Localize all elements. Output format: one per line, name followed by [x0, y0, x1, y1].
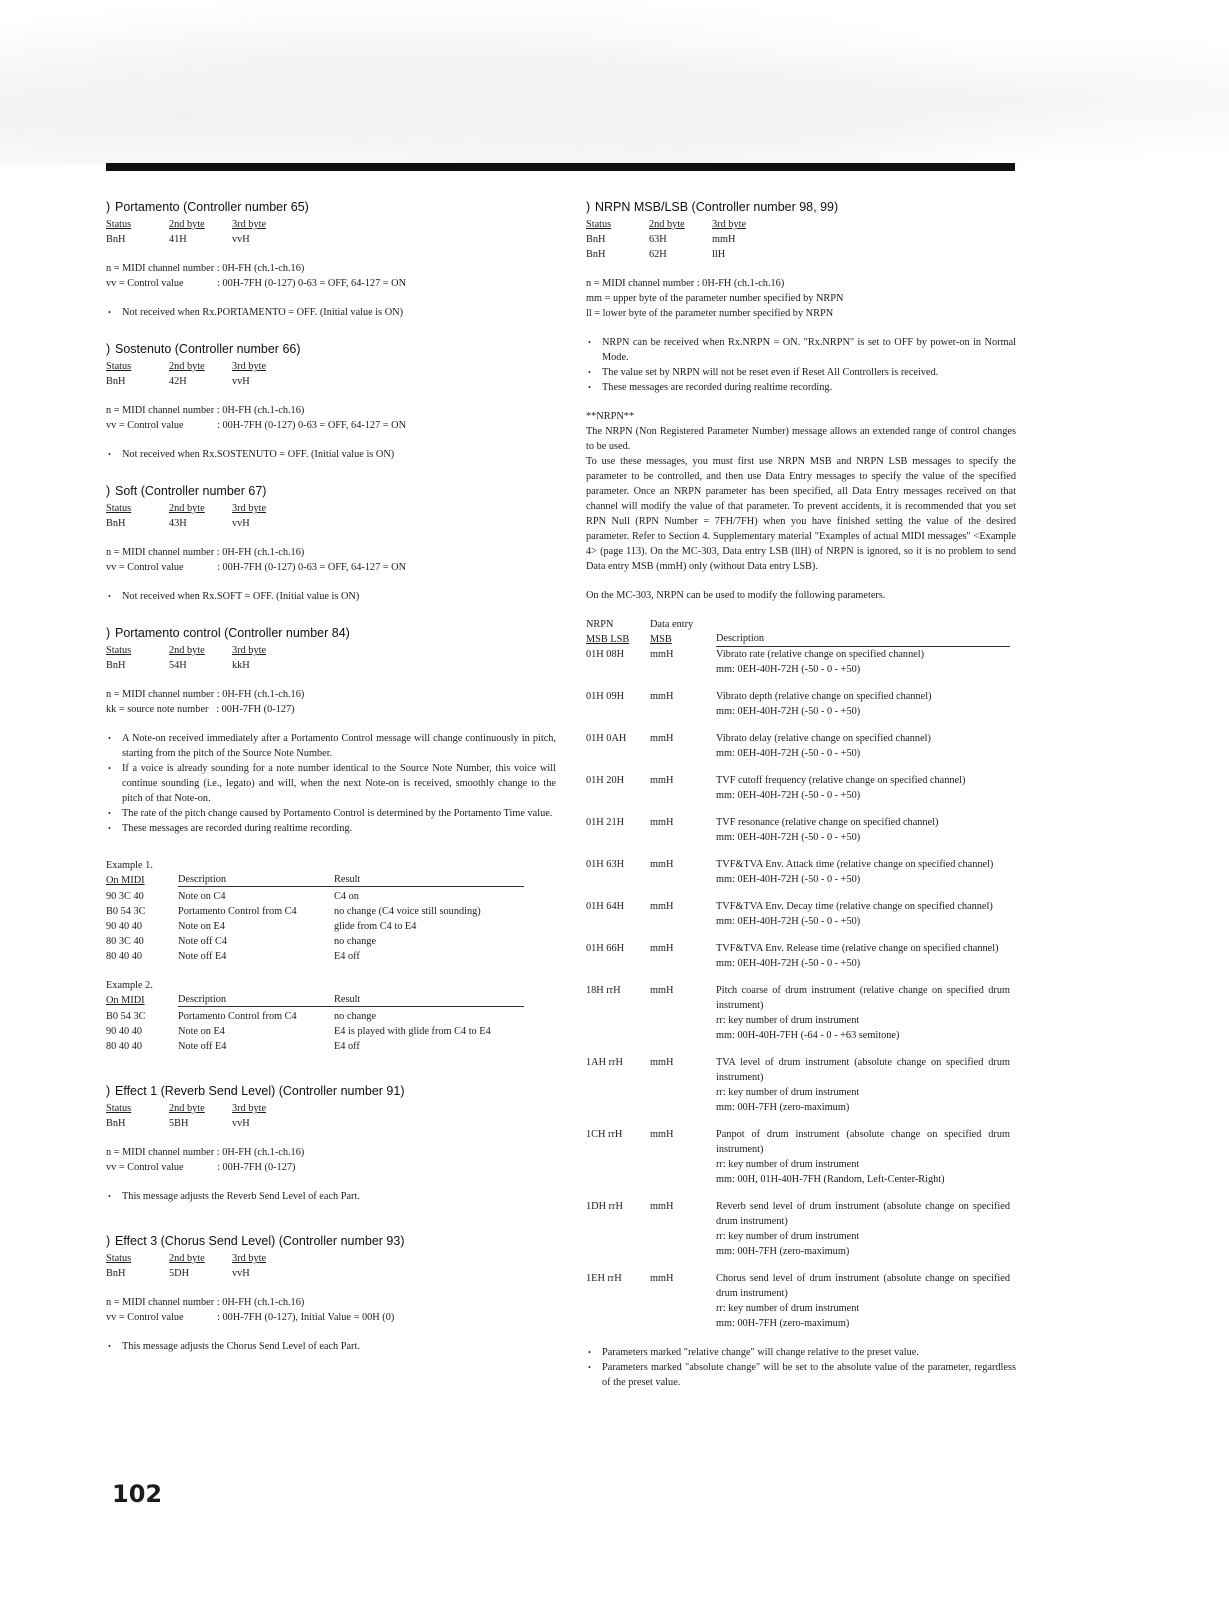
status-value: BnH — [106, 376, 126, 387]
table-cell: no change — [334, 936, 377, 947]
table-cell: 90 40 40 — [106, 1026, 143, 1037]
status-header: Status — [106, 1103, 132, 1114]
definition: ll = lower byte of the parameter number specified by NRPN — [586, 308, 834, 319]
status-header: Status — [106, 1253, 132, 1264]
table-cell: Note off E4 — [178, 1041, 227, 1052]
section-title: ) Portamento (Controller number 65) — [106, 200, 309, 214]
column-header: Result — [334, 993, 524, 1007]
third-byte-header: 3rd byte — [232, 361, 267, 372]
second-byte-header: 2nd byte — [169, 1103, 205, 1114]
second-byte-header: 2nd byte — [169, 645, 205, 656]
header-rule — [106, 163, 1015, 171]
byte-table — [586, 217, 1016, 262]
description-detail: mm: 0EH-40H-72H (-50 - 0 - +50) — [716, 790, 861, 801]
definition: vv = Control value : 00H-7FH (0-127), Initial Value = 00H (0) — [106, 1312, 395, 1323]
data-entry-msb: mmH — [650, 1129, 674, 1140]
status-header: Status — [106, 361, 132, 372]
parameter-description — [716, 1127, 1016, 1187]
nrpn-number: 01H 66H — [586, 943, 625, 954]
status-header: Status — [586, 219, 612, 230]
notes-list — [586, 335, 1016, 395]
column-group-label: Data entry — [650, 619, 694, 630]
data-entry-msb: mmH — [650, 943, 674, 954]
description-text: TVF resonance (relative change on specified channel) — [716, 817, 939, 828]
definition: n = MIDI channel number : 0H-FH (ch.1-ch.16) — [106, 405, 305, 416]
data-entry-msb: mmH — [650, 985, 674, 996]
data-entry-msb: mmH — [650, 859, 674, 870]
parameter-description — [716, 1199, 1016, 1259]
description-text: TVA level of drum instrument (absolute change on specified drum instrument) — [716, 1057, 1010, 1083]
second-byte-header: 2nd byte — [169, 1253, 205, 1264]
data-entry-msb: mmH — [650, 1057, 674, 1068]
parameter-description — [716, 689, 1016, 719]
paragraph: On the MC-303, NRPN can be used to modify the following parameters. — [586, 590, 886, 601]
nrpn-number: 01H 21H — [586, 817, 625, 828]
byte-table — [106, 501, 556, 531]
footnote-item: • Parameters marked "relative change" will change relative to the preset value. — [586, 1345, 1016, 1360]
third-byte-header: 3rd byte — [232, 219, 267, 230]
table-cell: B0 54 3C — [106, 906, 146, 917]
description-detail: mm: 0EH-40H-72H (-50 - 0 - +50) — [716, 832, 861, 843]
second-byte-value: 42H — [169, 376, 187, 387]
column-header: Description — [178, 993, 334, 1007]
description-detail: mm: 00H-7FH (zero-maximum) — [716, 1246, 850, 1257]
section-title: ) NRPN MSB/LSB (Controller number 98, 99) — [586, 200, 839, 214]
note-item: • These messages are recorded during realtime recording. — [586, 380, 1016, 395]
data-entry-msb: mmH — [650, 1201, 674, 1212]
section-title: ) Sostenuto (Controller number 66) — [106, 342, 301, 356]
table-row — [586, 1127, 1016, 1187]
description-detail: mm: 00H-7FH (zero-maximum) — [716, 1102, 850, 1113]
table-cell: 62H — [649, 249, 667, 260]
definition: vv = Control value : 00H-7FH (0-127) 0-63 = OFF, 64-127 = ON — [106, 562, 407, 573]
definition: n = MIDI channel number : 0H-FH (ch.1-ch.16) — [106, 1297, 305, 1308]
definition: vv = Control value : 00H-7FH (0-127) 0-63 = OFF, 64-127 = ON — [106, 278, 407, 289]
description-text: Chorus send level of drum instrument (absolute change on specified drum instrument) — [716, 1273, 1010, 1299]
table-row — [586, 1055, 1016, 1115]
parameter-description — [716, 899, 1016, 929]
note-item: • The value set by NRPN will not be reset even if Reset All Controllers is received. — [586, 365, 1016, 380]
parameter-description — [716, 983, 1016, 1043]
data-entry-msb: mmH — [650, 733, 674, 744]
description-text: Pitch coarse of drum instrument (relative change on specified drum instrument) — [716, 985, 1010, 1011]
parameter-description — [716, 731, 1016, 761]
definition: n = MIDI channel number : 0H-FH (ch.1-ch.16) — [106, 547, 305, 558]
example-table — [106, 993, 556, 1054]
status-header: Status — [106, 645, 132, 656]
parameter-description — [716, 941, 1016, 971]
definition: vv = Control value : 00H-7FH (0-127) 0-63 = OFF, 64-127 = ON — [106, 420, 407, 431]
second-byte-value: 54H — [169, 660, 187, 671]
nrpn-heading: **NRPN** — [586, 411, 635, 422]
table-row — [586, 983, 1016, 1043]
table-cell: no change (C4 voice still sounding) — [334, 906, 481, 917]
section-effect1 — [106, 1084, 556, 1204]
table-cell: Portamento Control from C4 — [178, 1011, 297, 1022]
paragraph: To use these messages, you must first use NRPN MSB and NRPN LSB messages to specify the parameter to be controlled, and then use Data Entry messages to specify the value of the specified parameter. Once an NRPN parameter has been specified, all Data Entry messages received on that channel will modify the value of that parameter. To prevent accidents, it is recommended that you set RPN Null (RPN Number = 7FH/7FH) when you have finished setting the value of the desired parameter. Refer to Section 4. Supplementary material "Examples of actual MIDI messages" <Example 4> (page 113). On the MC-303, Data entry LSB (llH) of NRPN is ignored, so it is no problem to send Data entry MSB (mmH) only (without Data entry LSB). — [586, 456, 1016, 572]
parameter-description — [716, 1271, 1016, 1331]
section-title: ) Effect 3 (Chorus Send Level) (Controller number 93) — [106, 1234, 405, 1248]
left-column — [106, 200, 556, 1354]
description-text: Panpot of drum instrument (absolute change on specified drum instrument) — [716, 1129, 1010, 1155]
definition: vv = Control value : 00H-7FH (0-127) — [106, 1162, 296, 1173]
nrpn-number: 01H 0AH — [586, 733, 627, 744]
nrpn-number: 01H 64H — [586, 901, 625, 912]
byte-table — [106, 1101, 556, 1131]
parameter-description — [716, 815, 1016, 845]
table-cell: Note off C4 — [178, 936, 228, 947]
section-title: ) Soft (Controller number 67) — [106, 484, 267, 498]
section-portamento — [106, 200, 556, 320]
table-row — [586, 1199, 1016, 1259]
column-header: Description — [178, 873, 334, 887]
description-text: TVF cutoff frequency (relative change on specified channel) — [716, 775, 966, 786]
description-detail: mm: 0EH-40H-72H (-50 - 0 - +50) — [716, 748, 861, 759]
nrpn-table-body — [586, 647, 1016, 1331]
table-row — [586, 941, 1016, 971]
note-item: • If a voice is already sounding for a note number identical to the Source Note Number, this voice will continue sounding (i.e., legato) and will, when the next Note-on is received, smoothly change to the pitch of that Note-on. — [106, 761, 556, 806]
third-byte-value: vvH — [232, 518, 250, 529]
section-portamento-control — [106, 626, 556, 1054]
data-entry-msb: mmH — [650, 1273, 674, 1284]
byte-table — [106, 359, 556, 389]
second-byte-value: 5BH — [169, 1118, 189, 1129]
note-item: • These messages are recorded during realtime recording. — [106, 821, 556, 836]
note-item: • A Note-on received immediately after a Portamento Control message will change continuously in pitch, starting from the pitch of the Source Note Number. — [106, 731, 556, 761]
description-text: TVF&TVA Env. Attack time (relative change on specified channel) — [716, 859, 994, 870]
note-item: • This message adjusts the Reverb Send Level of each Part. — [106, 1189, 556, 1204]
third-byte-header: 3rd byte — [232, 1253, 267, 1264]
description-detail: mm: 0EH-40H-72H (-50 - 0 - +50) — [716, 874, 861, 885]
third-byte-value: vvH — [232, 1118, 250, 1129]
table-cell: 80 3C 40 — [106, 936, 144, 947]
table-cell: mmH — [712, 234, 736, 245]
parameter-description — [716, 647, 1016, 677]
note-item: • Not received when Rx.PORTAMENTO = OFF. (Initial value is ON) — [106, 305, 556, 320]
second-byte-header: 2nd byte — [649, 219, 685, 230]
third-byte-header: 3rd byte — [712, 219, 747, 230]
section-title: ) Portamento control (Controller number 84) — [106, 626, 350, 640]
column-header: Description — [716, 632, 1010, 647]
byte-table — [106, 1251, 556, 1281]
parameter-description — [716, 773, 1016, 803]
third-byte-value: kkH — [232, 660, 250, 671]
second-byte-header: 2nd byte — [169, 361, 205, 372]
table-row — [586, 647, 1016, 677]
description-detail: rr: key number of drum instrument — [716, 1231, 860, 1242]
description-detail: rr: key number of drum instrument — [716, 1087, 860, 1098]
status-value: BnH — [106, 1268, 126, 1279]
table-cell: glide from C4 to E4 — [334, 921, 417, 932]
section-soft — [106, 484, 556, 604]
data-entry-msb: mmH — [650, 901, 674, 912]
third-byte-header: 3rd byte — [232, 503, 267, 514]
byte-table — [106, 643, 556, 673]
nrpn-number: 01H 20H — [586, 775, 625, 786]
footnotes-list — [586, 1345, 1016, 1390]
third-byte-value: vvH — [232, 234, 250, 245]
description-detail: mm: 00H-40H-7FH (-64 - 0 - +63 semitone) — [716, 1030, 900, 1041]
table-cell: llH — [712, 249, 726, 260]
table-row — [586, 689, 1016, 719]
second-byte-value: 5DH — [169, 1268, 190, 1279]
notes-list — [106, 305, 556, 320]
third-byte-value: vvH — [232, 376, 250, 387]
notes-list — [106, 589, 556, 604]
column-header: On MIDI — [106, 875, 145, 886]
description-detail: mm: 0EH-40H-72H (-50 - 0 - +50) — [716, 958, 861, 969]
table-cell: E4 off — [334, 1041, 360, 1052]
table-row — [586, 1271, 1016, 1331]
second-byte-header: 2nd byte — [169, 219, 205, 230]
description-detail: mm: 00H-7FH (zero-maximum) — [716, 1318, 850, 1329]
third-byte-header: 3rd byte — [232, 645, 267, 656]
nrpn-table-header — [586, 617, 1016, 647]
nrpn-number: 1DH rrH — [586, 1201, 623, 1212]
definition: n = MIDI channel number : 0H-FH (ch.1-ch.16) — [106, 263, 305, 274]
description-text: TVF&TVA Env. Release time (relative change on specified channel) — [716, 943, 999, 954]
description-text: Vibrato delay (relative change on specified channel) — [716, 733, 931, 744]
status-value: BnH — [106, 518, 126, 529]
data-entry-msb: mmH — [650, 817, 674, 828]
third-byte-header: 3rd byte — [232, 1103, 267, 1114]
status-value: BnH — [106, 234, 126, 245]
column-header: MSB LSB — [586, 634, 630, 645]
table-row — [586, 857, 1016, 887]
example-table — [106, 873, 556, 964]
parameter-description — [716, 1055, 1016, 1115]
note-item: • NRPN can be received when Rx.NRPN = ON. "Rx.NRPN" is set to OFF by power-on in Normal Mode. — [586, 335, 1016, 365]
status-header: Status — [106, 503, 132, 514]
right-column — [586, 200, 1016, 1390]
note-item: • Not received when Rx.SOFT = OFF. (Initial value is ON) — [106, 589, 556, 604]
table-cell: Portamento Control from C4 — [178, 906, 297, 917]
description-text: Vibrato depth (relative change on specified channel) — [716, 691, 932, 702]
third-byte-value: vvH — [232, 1268, 250, 1279]
data-entry-msb: mmH — [650, 691, 674, 702]
section-nrpn — [586, 200, 1016, 1390]
description-detail: mm: 00H, 01H-40H-7FH (Random, Left-Center-Right) — [716, 1174, 945, 1185]
nrpn-number: 1AH rrH — [586, 1057, 623, 1068]
description-text: TVF&TVA Env. Decay time (relative change on specified channel) — [716, 901, 993, 912]
section-title: ) Effect 1 (Reverb Send Level) (Controller number 91) — [106, 1084, 405, 1098]
note-item: • The rate of the pitch change caused by Portamento Control is determined by the Portamento Time value. — [106, 806, 556, 821]
description-detail: rr: key number of drum instrument — [716, 1159, 860, 1170]
example-title: Example 2. — [106, 980, 153, 991]
nrpn-number: 01H 08H — [586, 649, 625, 660]
table-cell: Note on C4 — [178, 891, 226, 902]
notes-list — [106, 1339, 556, 1354]
example-title: Example 1. — [106, 860, 153, 871]
table-cell: Note on E4 — [178, 921, 225, 932]
footnote-item: • Parameters marked "absolute change" will be set to the absolute value of the parameter, regardless of the preset value. — [586, 1360, 1016, 1390]
table-cell: 63H — [649, 234, 667, 245]
byte-table — [106, 217, 556, 247]
column-header: Result — [334, 873, 524, 887]
status-value: BnH — [106, 1118, 126, 1129]
definition: kk = source note number : 00H-7FH (0-127) — [106, 704, 295, 715]
notes-list — [106, 1189, 556, 1204]
data-entry-msb: mmH — [650, 649, 674, 660]
section-sostenuto — [106, 342, 556, 462]
parameter-description — [716, 857, 1016, 887]
table-row — [586, 899, 1016, 929]
nrpn-number: 1EH rrH — [586, 1273, 622, 1284]
note-item: • This message adjusts the Chorus Send Level of each Part. — [106, 1339, 556, 1354]
description-text: Reverb send level of drum instrument (absolute change on specified drum instrument) — [716, 1201, 1010, 1227]
description-detail: mm: 0EH-40H-72H (-50 - 0 - +50) — [716, 664, 861, 675]
nrpn-number: 01H 09H — [586, 691, 625, 702]
definition: n = MIDI channel number : 0H-FH (ch.1-ch.16) — [106, 689, 305, 700]
table-row — [586, 731, 1016, 761]
status-value: BnH — [106, 660, 126, 671]
definition: n = MIDI channel number : 0H-FH (ch.1-ch.16) — [106, 1147, 305, 1158]
page-number: 102 — [112, 1480, 163, 1508]
nrpn-number: 1CH rrH — [586, 1129, 623, 1140]
second-byte-header: 2nd byte — [169, 503, 205, 514]
table-cell: B0 54 3C — [106, 1011, 146, 1022]
definition: mm = upper byte of the parameter number specified by NRPN — [586, 293, 844, 304]
table-row — [586, 815, 1016, 845]
description-detail: rr: key number of drum instrument — [716, 1015, 860, 1026]
column-group-label: NRPN — [586, 619, 614, 630]
table-cell: BnH — [586, 234, 606, 245]
table-cell: C4 on — [334, 891, 359, 902]
nrpn-number: 01H 63H — [586, 859, 625, 870]
definition: n = MIDI channel number : 0H-FH (ch.1-ch.16) — [586, 278, 785, 289]
section-effect3 — [106, 1234, 556, 1354]
notes-list — [106, 731, 556, 836]
description-detail: mm: 0EH-40H-72H (-50 - 0 - +50) — [716, 916, 861, 927]
table-cell: Note on E4 — [178, 1026, 225, 1037]
description-text: Vibrato rate (relative change on specified channel) — [716, 649, 925, 660]
table-cell: E4 off — [334, 951, 360, 962]
note-item: • Not received when Rx.SOSTENUTO = OFF. (Initial value is ON) — [106, 447, 556, 462]
table-row — [586, 773, 1016, 803]
header-band — [0, 0, 1229, 165]
notes-list — [106, 447, 556, 462]
table-cell: 80 40 40 — [106, 951, 143, 962]
nrpn-number: 18H rrH — [586, 985, 621, 996]
description-detail: rr: key number of drum instrument — [716, 1303, 860, 1314]
table-cell: 90 40 40 — [106, 921, 143, 932]
table-cell: 80 40 40 — [106, 1041, 143, 1052]
second-byte-value: 43H — [169, 518, 187, 529]
table-cell: BnH — [586, 249, 606, 260]
description-detail: mm: 0EH-40H-72H (-50 - 0 - +50) — [716, 706, 861, 717]
data-entry-msb: mmH — [650, 775, 674, 786]
table-cell: Note off E4 — [178, 951, 227, 962]
table-cell: E4 is played with glide from C4 to E4 — [334, 1026, 491, 1037]
column-header: On MIDI — [106, 995, 145, 1006]
status-header: Status — [106, 219, 132, 230]
second-byte-value: 41H — [169, 234, 187, 245]
paragraph: The NRPN (Non Registered Parameter Number) message allows an extended range of control changes to be used. — [586, 426, 1016, 452]
table-cell: 90 3C 40 — [106, 891, 144, 902]
table-cell: no change — [334, 1011, 377, 1022]
column-header: MSB — [650, 634, 672, 645]
